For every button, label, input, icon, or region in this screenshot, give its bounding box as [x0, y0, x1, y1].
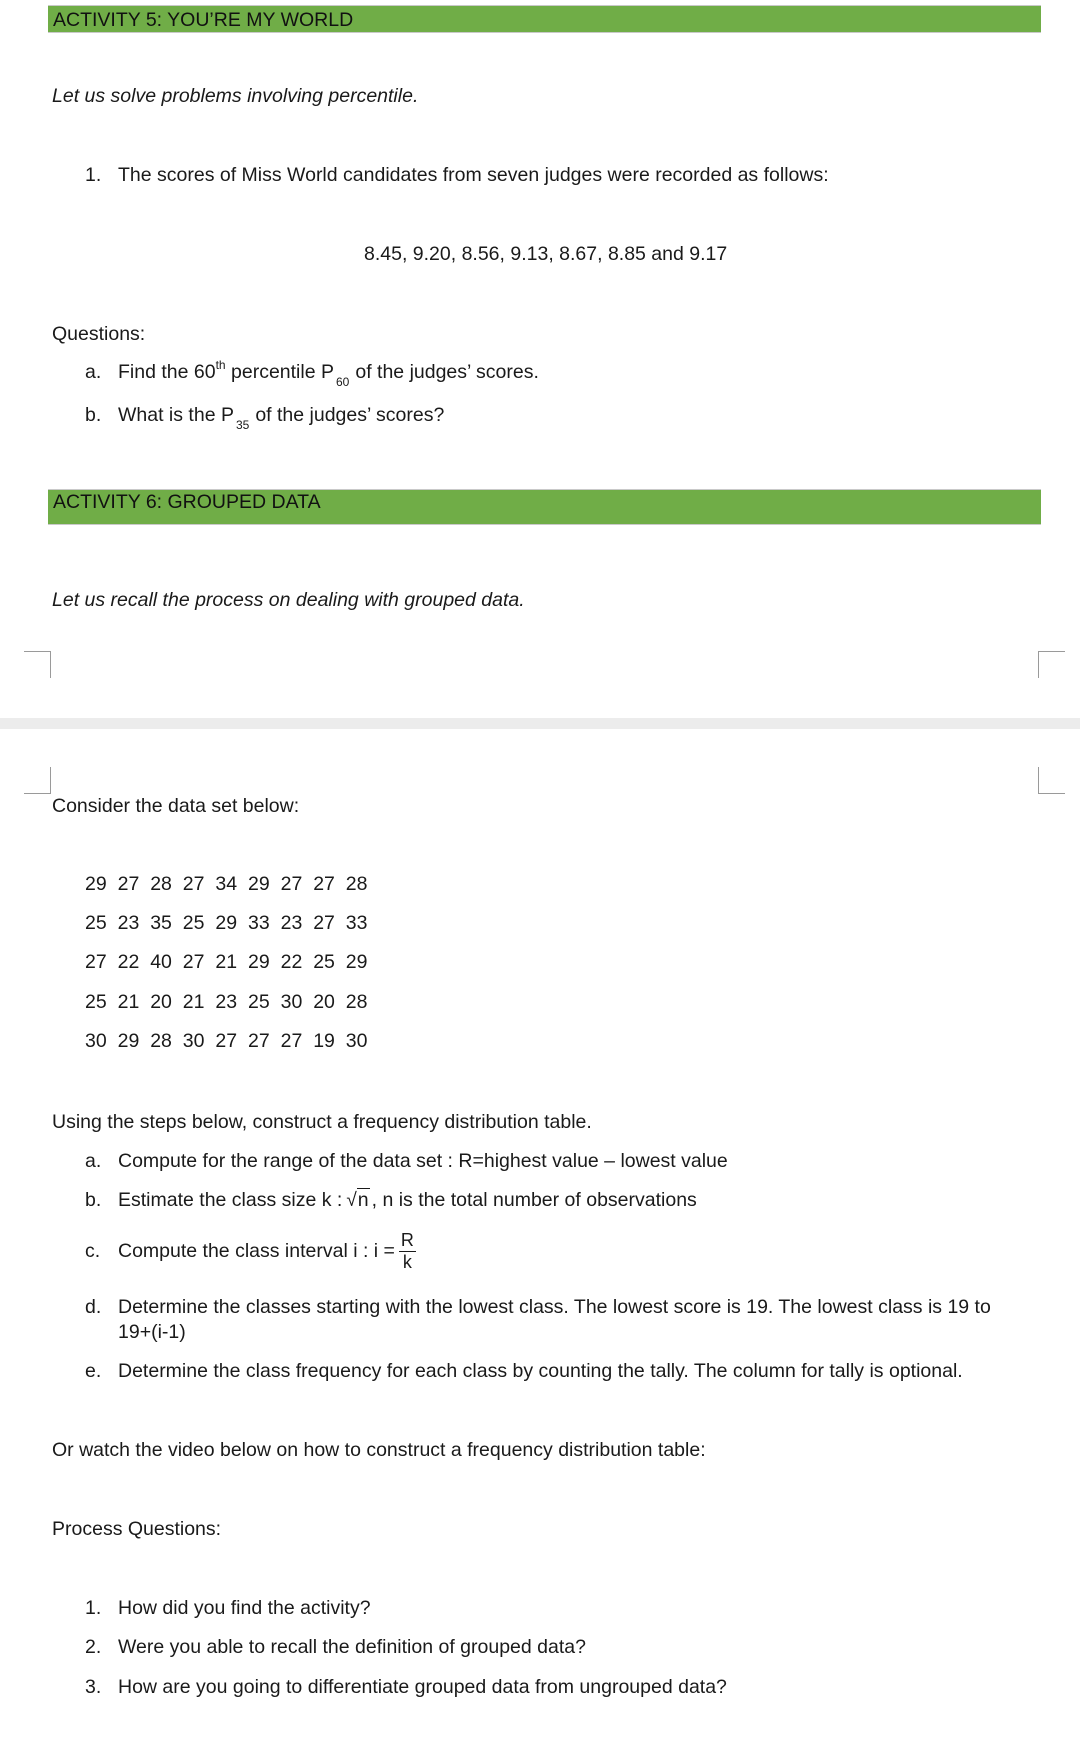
data-value: 30	[182, 1030, 205, 1052]
data-value: 20	[313, 991, 335, 1013]
step-e-text: Determine the class frequency for each class by counting the tally. The column for tally is optional.	[118, 1360, 963, 1382]
data-value: 23	[215, 991, 238, 1013]
step-b-letter: b.	[85, 1189, 102, 1211]
question-a-post: of the judges’ scores.	[355, 361, 539, 383]
step-b-post: , n is the total number of observations	[371, 1189, 697, 1211]
data-value: 27	[182, 951, 205, 973]
data-value: 27	[313, 912, 335, 934]
data-value: 23	[117, 912, 140, 934]
data-value: 30	[280, 991, 303, 1013]
steps-intro: Using the steps below, construct a frequency distribution table.	[52, 1111, 592, 1133]
data-value: 21	[215, 951, 238, 973]
step-a	[85, 1149, 728, 1173]
page-separator	[0, 718, 1080, 729]
process-question-3	[85, 1675, 727, 1699]
process-question-text: Were you able to recall the definition of grouped data?	[118, 1636, 586, 1658]
data-value: 21	[182, 991, 205, 1013]
data-value: 29	[117, 1030, 140, 1052]
crop-mark-top-left	[24, 651, 51, 678]
data-value: 28	[345, 873, 368, 895]
question-a-pre: Find the 60	[118, 361, 216, 383]
page-1	[0, 0, 1080, 718]
step-d	[85, 1295, 991, 1319]
data-value: 29	[248, 951, 270, 973]
step-b	[85, 1188, 697, 1213]
questions-heading: Questions:	[52, 323, 146, 345]
fraction-numerator: R	[400, 1230, 414, 1251]
data-value: 25	[85, 991, 107, 1013]
data-value: 33	[248, 912, 270, 934]
step-c-pre: Compute the class interval i : i =	[118, 1240, 395, 1262]
data-value: 21	[117, 991, 140, 1013]
activity-5-banner: ACTIVITY 5: YOU’RE MY WORLD	[48, 5, 1041, 33]
data-value: 29	[215, 912, 238, 934]
dataset-heading: Consider the data set below:	[52, 795, 300, 817]
data-value: 28	[150, 1030, 172, 1052]
process-question-number: 3.	[85, 1676, 102, 1698]
question-a-mid: percentile P	[225, 361, 334, 383]
step-a-text: Compute for the range of the data set : R=highest value – lowest value	[118, 1150, 728, 1172]
data-value: 27	[215, 1030, 238, 1052]
data-value: 29	[85, 873, 107, 895]
process-question-number: 1.	[85, 1597, 102, 1619]
question-b	[85, 403, 445, 432]
process-question-text: How are you going to differentiate grouped data from ungrouped data?	[118, 1676, 727, 1698]
fraction-denominator: k	[402, 1252, 412, 1273]
process-question-text: How did you find the activity?	[118, 1597, 371, 1619]
question-b-pre: What is the P	[118, 404, 234, 426]
activity-6-banner: ACTIVITY 6: GROUPED DATA	[48, 489, 1041, 525]
step-d-line1: Determine the classes starting with the lowest class. The lowest score is 19. The lowest class is 19 to	[118, 1296, 991, 1318]
crop-mark-top-right	[1038, 651, 1065, 678]
data-value: 40	[150, 951, 172, 973]
data-value: 29	[345, 951, 368, 973]
process-heading: Process Questions:	[52, 1518, 222, 1540]
question-b-letter: b.	[85, 404, 102, 426]
data-value: 27	[313, 873, 335, 895]
radical-sign: √	[346, 1190, 357, 1211]
data-value: 25	[313, 951, 335, 973]
data-value: 33	[345, 912, 368, 934]
question-a	[85, 358, 539, 389]
data-value: 22	[117, 951, 140, 973]
problem-number: 1.	[85, 164, 102, 186]
data-value: 22	[280, 951, 303, 973]
data-value: 20	[150, 991, 172, 1013]
step-e-letter: e.	[85, 1360, 102, 1382]
data-value: 25	[182, 912, 205, 934]
activity-5-intro: Let us solve problems involving percentile.	[52, 85, 419, 107]
data-value: 19	[313, 1030, 335, 1052]
step-b-pre: Estimate the class size k :	[118, 1189, 343, 1211]
question-a-sub: 60	[336, 375, 350, 389]
activity-6-intro: Let us recall the process on dealing with grouped data.	[52, 589, 525, 611]
radicand: n	[357, 1189, 369, 1211]
process-question-number: 2.	[85, 1636, 102, 1658]
step-c	[85, 1228, 416, 1274]
sqrt-n	[346, 1188, 369, 1213]
data-value: 27	[85, 951, 107, 973]
data-value: 27	[182, 873, 205, 895]
problem-1	[85, 163, 829, 187]
question-a-letter: a.	[85, 361, 102, 383]
crop-mark-bottom-left	[24, 767, 51, 794]
data-value: 25	[85, 912, 107, 934]
data-value: 23	[280, 912, 303, 934]
data-value: 28	[150, 873, 172, 895]
data-value: 30	[85, 1030, 107, 1052]
scores-list: 8.45, 9.20, 8.56, 9.13, 8.67, 8.85 and 9.17	[364, 243, 728, 265]
data-value: 35	[150, 912, 172, 934]
question-b-post: of the judges’ scores?	[255, 404, 445, 426]
data-value: 27	[248, 1030, 270, 1052]
step-d-line2: 19+(i-1)	[118, 1321, 186, 1343]
step-d-letter: d.	[85, 1296, 102, 1318]
process-question-1	[85, 1596, 371, 1620]
video-text: Or watch the video below on how to construct a frequency distribution table:	[52, 1439, 706, 1461]
process-question-2	[85, 1635, 586, 1659]
step-a-letter: a.	[85, 1150, 102, 1172]
data-value: 27	[117, 873, 140, 895]
data-value: 34	[215, 873, 238, 895]
crop-mark-bottom-right	[1038, 767, 1065, 794]
data-value: 27	[280, 1030, 303, 1052]
data-value: 29	[248, 873, 270, 895]
question-b-sub: 35	[235, 418, 250, 432]
step-c-letter: c.	[85, 1240, 101, 1262]
data-value: 27	[280, 873, 303, 895]
problem-text: The scores of Miss World candidates from seven judges were recorded as follows:	[118, 164, 829, 186]
fraction-r-over-k	[399, 1230, 416, 1273]
data-value: 28	[345, 991, 368, 1013]
step-e	[85, 1359, 963, 1383]
data-value: 25	[248, 991, 270, 1013]
data-value: 30	[345, 1030, 368, 1052]
question-a-sup: th	[215, 358, 226, 372]
